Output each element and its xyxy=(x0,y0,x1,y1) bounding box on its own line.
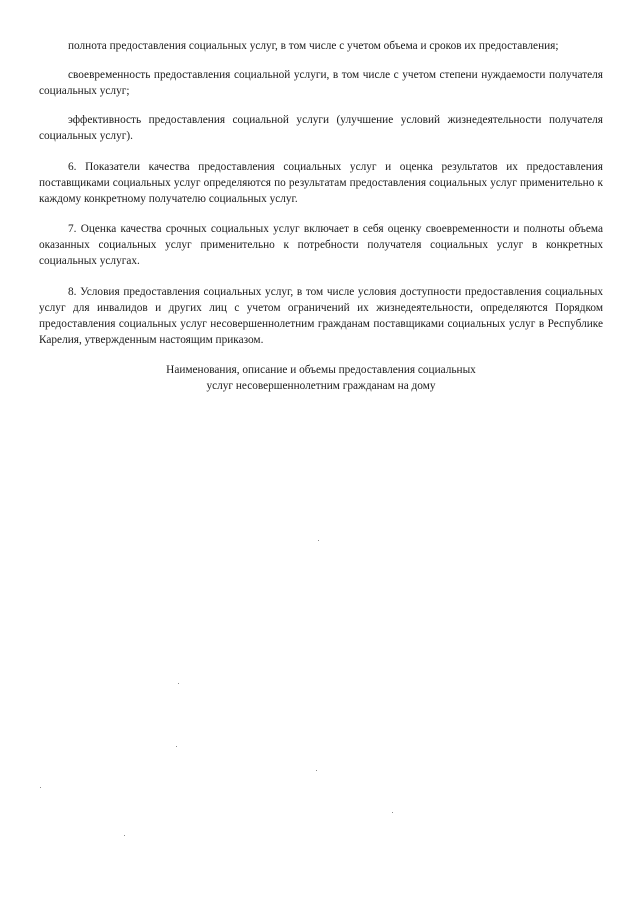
paragraph-effectiveness: эффективность предоставления социальной услуги (улучшение условий жизнедеятельности получателя социальных услуг). xyxy=(39,114,603,142)
section-heading-line-1: Наименования, описание и объемы предоставления социальных xyxy=(166,364,476,376)
paragraph-item-6: 6. Показатели качества предоставления социальных услуг и оценка результатов их предоставления поставщиками социальных услуг определяются по результатам предоставления социальных услуг применительно к каждому конкретному получателю социальных услуг. xyxy=(39,160,603,205)
paragraph-item-7: 7. Оценка качества срочных социальных услуг включает в себя оценку своевременности и полноты объема оказанных социальных услуг применительно к потребности получателя социальных услуг в конкретных социальных услугах. xyxy=(39,223,603,267)
document-body xyxy=(39,38,603,394)
scan-speck xyxy=(318,540,319,541)
section-heading-line-2: услуг несовершеннолетним гражданам на дому xyxy=(206,380,436,392)
scan-speck xyxy=(392,812,393,813)
section-heading xyxy=(39,362,603,394)
paragraph-timeliness: своевременность предоставления социальной услуги, в том числе с учетом степени нуждаемости получателя социальных услуг; xyxy=(39,69,603,97)
scan-speck xyxy=(124,835,125,836)
paragraph-completeness: полнота предоставления социальных услуг, в том числе с учетом объема и сроков их предоставления; xyxy=(68,40,559,52)
scan-speck xyxy=(316,770,317,771)
scan-speck xyxy=(40,787,41,788)
scan-speck xyxy=(176,746,177,747)
scan-speck xyxy=(178,683,179,684)
paragraph-item-8: 8. Условия предоставления социальных услуг, в том числе условия доступности предоставления социальных услуг для инвалидов и других лиц с учетом ограничений их жизнедеятельности, определяются Порядком предоставления социальных услуг несовершеннолетним гражданам поставщиками социальных услуг в Республике Карелия, утвержденным настоящим приказом. xyxy=(39,285,603,346)
